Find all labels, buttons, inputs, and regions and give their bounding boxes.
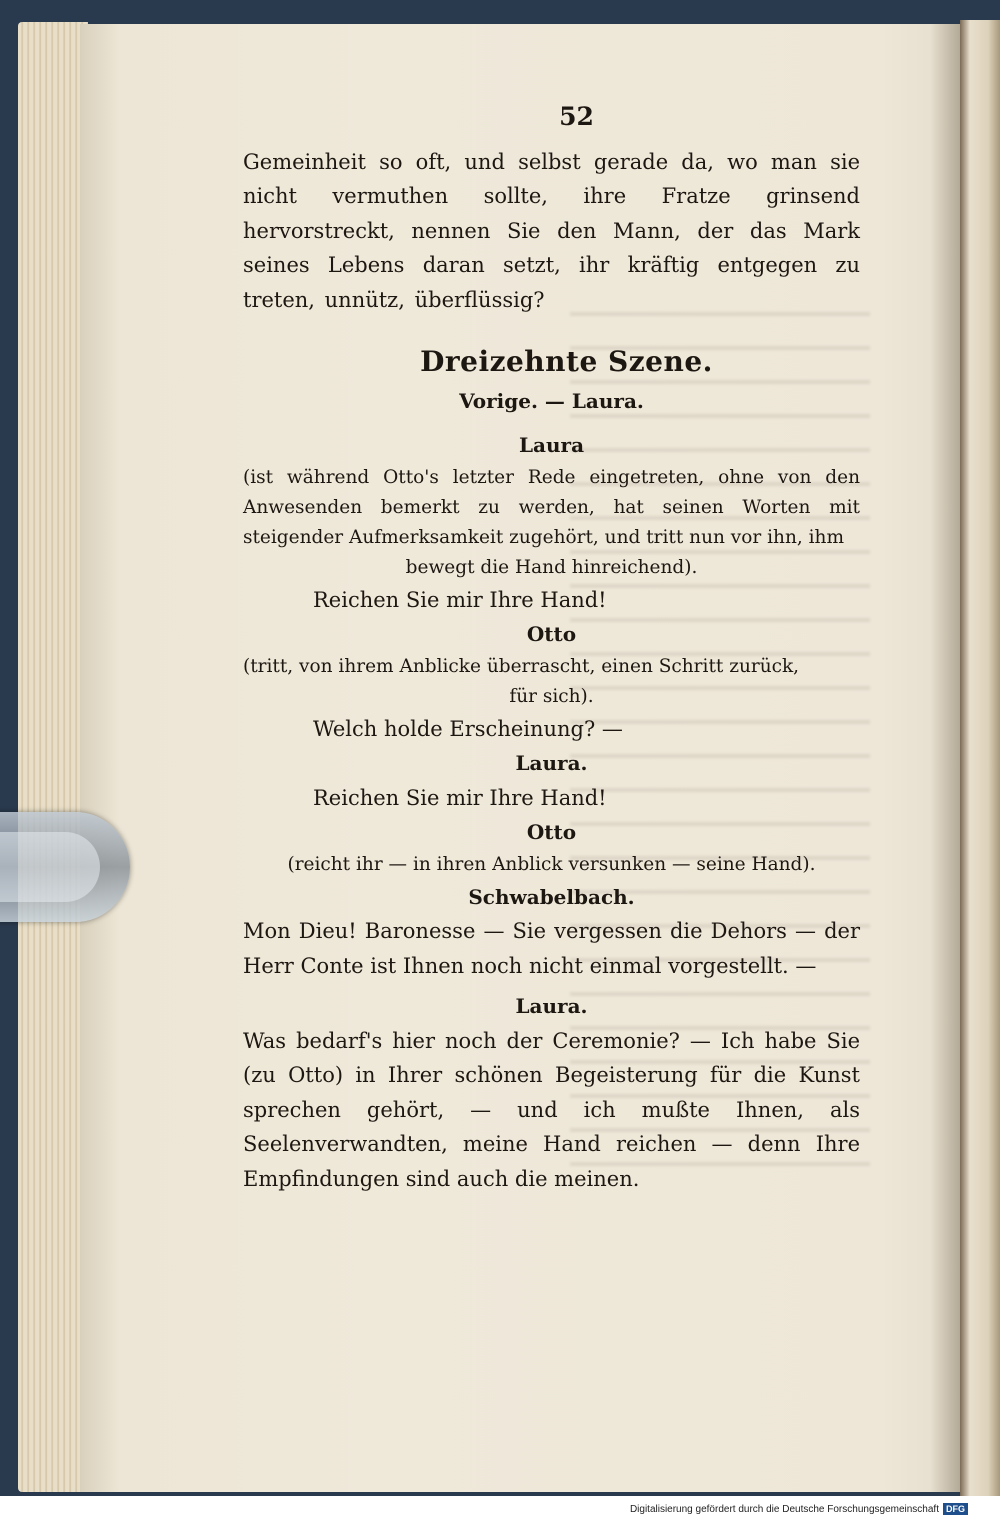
speaker-otto: Otto — [526, 622, 577, 646]
dfg-logo: DFG — [943, 1503, 968, 1515]
gutter-shadow — [930, 24, 960, 1492]
speaker-laura: Laura — [518, 433, 585, 457]
opening-paragraph: Gemeinheit so oft, und selbst gerade da, wo man sie nicht vermuthen sollte, ihre Fratze grinsend hervorstreckt, nennen Sie den Mann, der das Mark seines Lebens daran setzt, ihr kräftig entgegen zu treten, unnütz, überflüssig? — [243, 149, 860, 312]
page-number: 52 — [559, 102, 594, 131]
scene-persons: Vorige. — Laura. — [459, 388, 644, 413]
speech-schwabelbach: Mon Dieu! Baronesse — Sie vergessen die Dehors — der Herr Conte ist Ihnen noch nicht einmal vorgestellt. — — [243, 919, 860, 978]
speech-laura: Reichen Sie mir Ihre Hand! — [313, 785, 607, 810]
stage-direction-text: (ist während Otto's letzter Rede eingetreten, ohne von den Anwesenden bemerkt zu werden, hat seinen Worten mit steigender Aufmerksamkeit zugehört, und tritt nun vor ihn, ihm — [243, 466, 860, 548]
speech-laura: Was bedarf's hier noch der Ceremonie? — Ich habe Sie (zu Otto) in Ihrer schönen Begeisterung für die Kunst sprechen gehört, — und ich mußte Ihnen, als Seelenverwandten, meine Hand reichen — denn Ihre Empfindungen sind auch die meinen. — [243, 1028, 860, 1191]
stage-direction-text-end: für sich). — [509, 685, 594, 707]
stage-direction-laura — [243, 463, 860, 583]
stage-direction-text-end: bewegt die Hand hinreichend). — [405, 556, 698, 578]
speaker-laura: Laura. — [515, 751, 588, 775]
speech-otto: Welch holde Erscheinung? — — [313, 716, 623, 741]
footer-text: Digitalisierung gefördert durch die Deutsche Forschungsgemeinschaft — [629, 1503, 939, 1515]
speaker-laura: Laura. — [515, 994, 588, 1018]
speaker-otto: Otto — [526, 820, 577, 844]
page-stack-edges — [18, 22, 88, 1492]
speech-laura: Reichen Sie mir Ihre Hand! — [313, 587, 607, 612]
footer-credit — [630, 1503, 968, 1515]
scene-heading: Dreizehnte Szene. — [420, 345, 713, 378]
page-text — [243, 100, 860, 1196]
bookmark-clip — [0, 812, 130, 922]
stage-direction-otto: (reicht ihr — in ihren Anblick versunken — seine Hand). — [287, 853, 816, 875]
bookmark-clip-highlight — [0, 832, 100, 902]
stage-direction-otto — [243, 652, 860, 712]
stage-direction-text: (tritt, von ihrem Anblicke überrascht, einen Schritt zurück, — [243, 655, 800, 677]
speaker-schwabelbach: Schwabelbach. — [468, 884, 635, 909]
facing-page-edge — [960, 20, 1000, 1496]
